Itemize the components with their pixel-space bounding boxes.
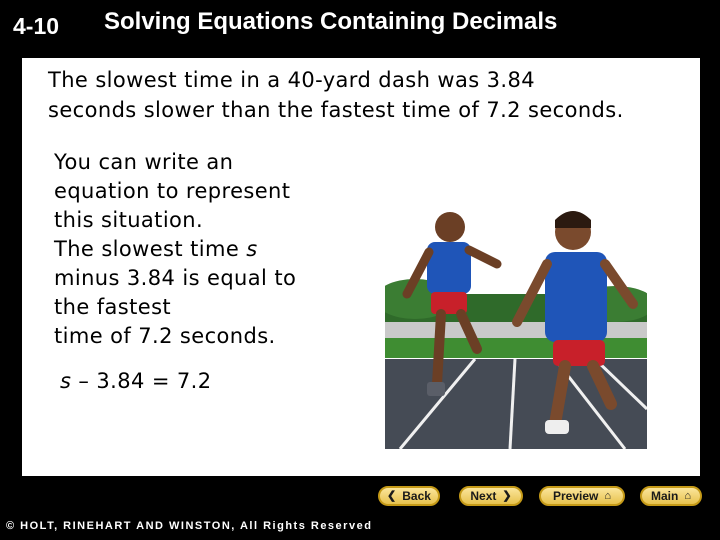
home-icon: ⌂	[604, 489, 612, 502]
lesson-number: 4-10	[13, 13, 60, 39]
slide-content	[22, 58, 700, 476]
main-button[interactable]	[640, 486, 702, 506]
runners-photo	[385, 154, 647, 449]
copyright-text: © HOLT, RINEHART AND WINSTON, All Rights Reserved	[6, 520, 373, 532]
explanation-paragraph	[54, 148, 354, 351]
equation-rest: – 3.84 = 7.2	[71, 369, 212, 393]
equation-variable: s	[60, 369, 72, 393]
equation	[60, 369, 212, 393]
main-button-label: Main	[651, 489, 679, 503]
explanation-line: time of 7.2 seconds.	[54, 324, 276, 348]
chevron-right-icon: ❯	[502, 489, 512, 502]
slide-title: Solving Equations Containing Decimals	[104, 8, 558, 35]
explanation-line: You can write an	[54, 150, 234, 174]
home-icon: ⌂	[684, 489, 691, 502]
intro-line: seconds slower than the fastest time of 7.2 seconds.	[48, 98, 624, 122]
intro-line: The slowest time in a 40-yard dash was 3.84	[48, 68, 536, 92]
explanation-line: equation to represent	[54, 179, 291, 203]
explanation-line: the fastest	[54, 295, 172, 319]
explanation-line	[54, 235, 354, 264]
preview-button[interactable]	[539, 486, 625, 506]
explanation-text: The slowest time	[54, 237, 240, 261]
slide-header	[0, 0, 720, 58]
explanation-line: minus 3.84 is equal to	[54, 266, 297, 290]
variable-s: s	[246, 237, 258, 261]
intro-paragraph	[48, 65, 698, 125]
back-button[interactable]	[378, 486, 440, 506]
back-button-label: Back	[402, 489, 431, 503]
next-button-label: Next	[470, 489, 497, 503]
next-button[interactable]	[459, 486, 523, 506]
preview-button-label: Preview	[552, 489, 599, 503]
explanation-line: this situation.	[54, 208, 204, 232]
chevron-left-icon: ❮	[387, 489, 397, 502]
